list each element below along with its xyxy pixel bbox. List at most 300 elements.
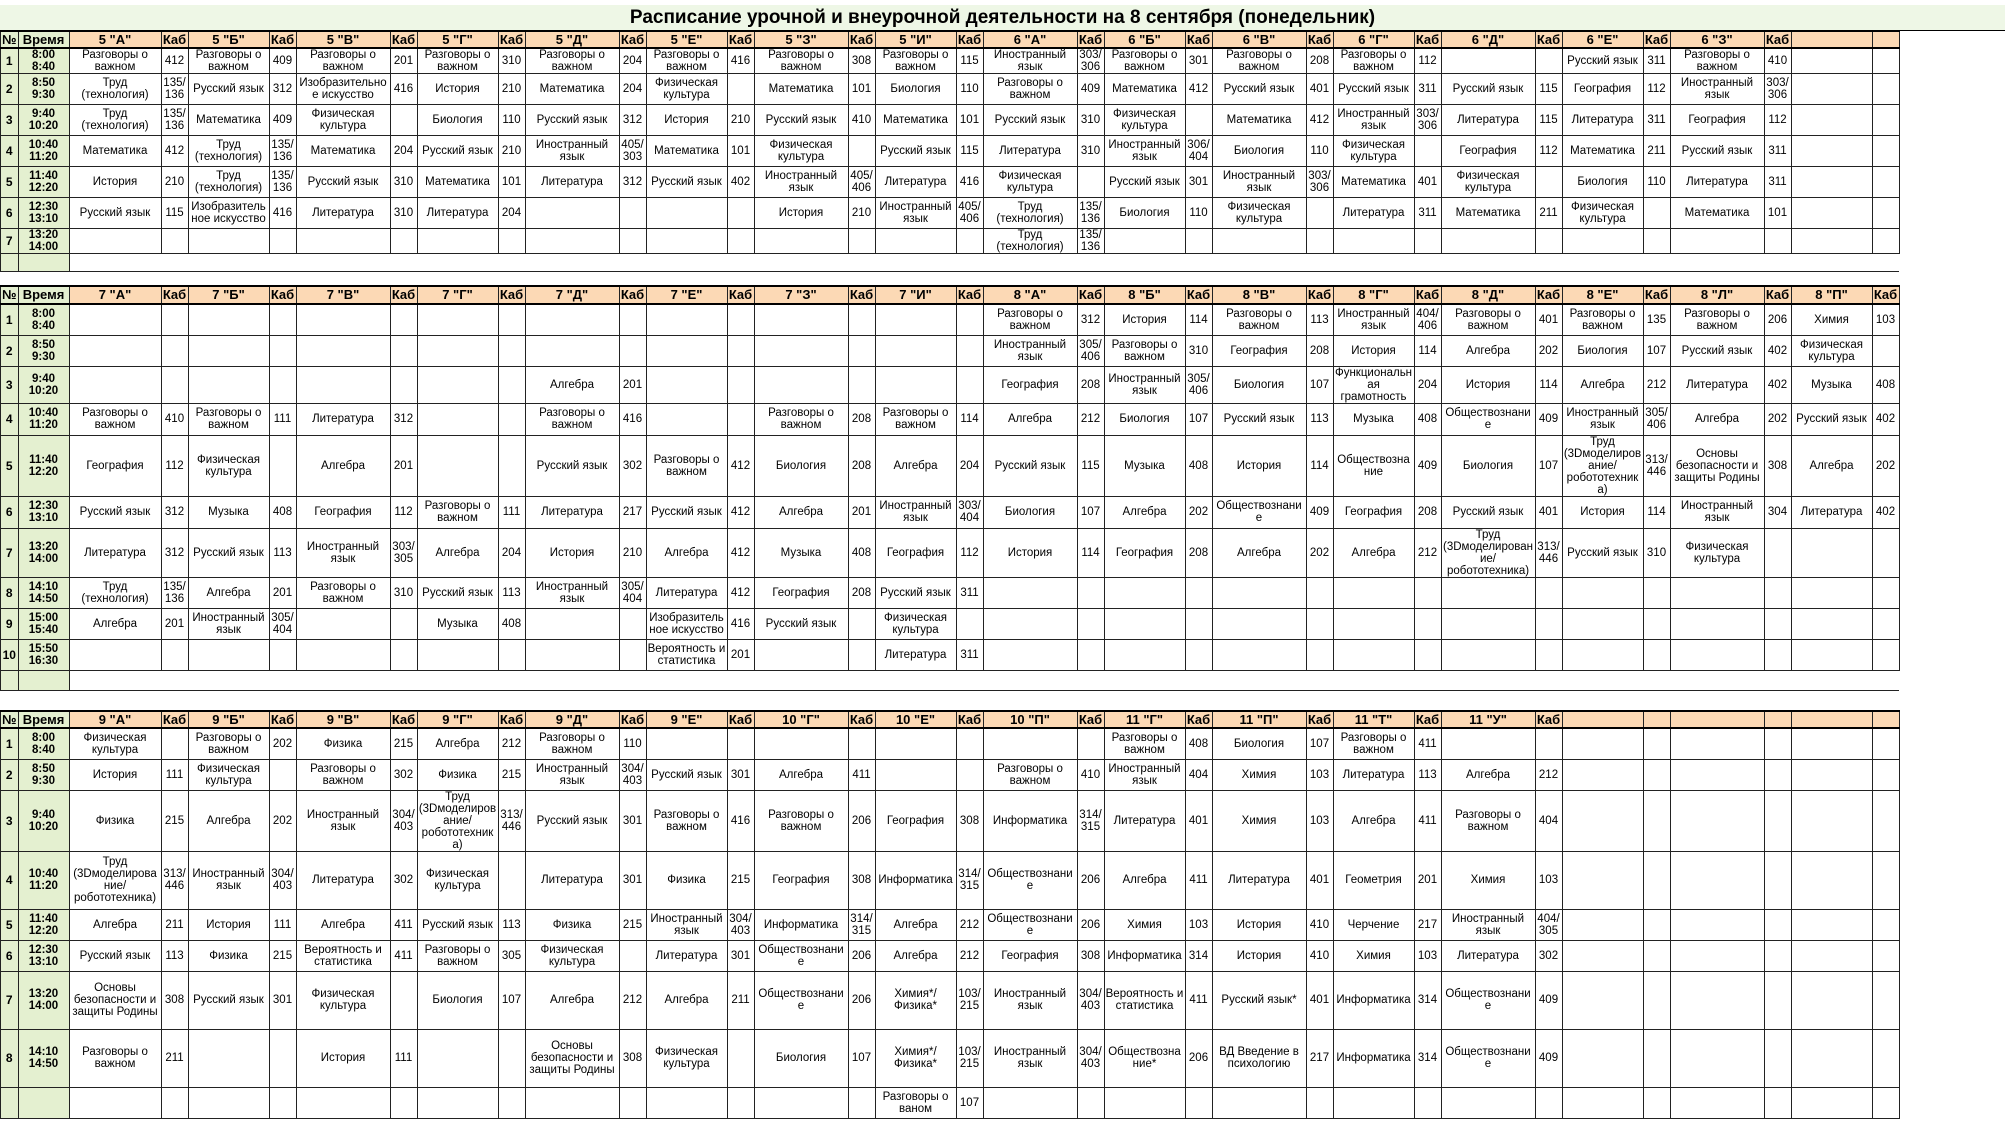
room-cell: 308 <box>848 48 875 74</box>
room-cell <box>1077 577 1104 608</box>
room-cell <box>1535 167 1562 198</box>
room-cell <box>161 304 188 335</box>
room-cell <box>1872 971 1899 1029</box>
room-cell: 212 <box>619 971 646 1029</box>
room-cell: 115 <box>161 198 188 229</box>
lesson-number: 2 <box>1 335 19 366</box>
subject-cell: Информатика <box>875 851 956 909</box>
spacer-cell <box>18 254 69 272</box>
subject-cell: Физическая культура <box>525 940 619 971</box>
subject-cell: Обществознание <box>1333 435 1414 496</box>
lesson-time: 12:30 13:10 <box>18 198 69 229</box>
room-cell: 103 <box>1306 790 1333 851</box>
cab-header: Каб <box>1536 31 1561 47</box>
lesson-number: 3 <box>1 790 19 851</box>
subject-cell: Разговоры о важном <box>1333 728 1414 759</box>
room-cell: 210 <box>727 105 754 136</box>
subject-cell: Химия <box>1212 790 1306 851</box>
room-cell: 135/ 136 <box>1077 198 1104 229</box>
room-cell <box>498 639 525 670</box>
subject-cell: Биология <box>1562 335 1643 366</box>
room-cell: 306/ 404 <box>1185 136 1212 167</box>
subject-cell <box>1212 639 1306 670</box>
subject-cell: Разговоры о важном <box>296 577 390 608</box>
room-cell <box>498 1029 525 1087</box>
room-cell: 314/ 315 <box>1077 790 1104 851</box>
subject-cell <box>875 759 956 790</box>
class-header: 11 "Г" <box>1104 711 1185 728</box>
subject-cell <box>188 1087 269 1118</box>
subject-cell <box>1670 790 1764 851</box>
cab-header: Каб <box>1078 711 1103 727</box>
room-cell: 201 <box>390 435 417 496</box>
subject-cell: Математика <box>417 167 498 198</box>
subject-cell: Алгебра <box>1441 759 1535 790</box>
cab-header: Каб <box>270 31 295 47</box>
room-cell: 201 <box>619 366 646 403</box>
subject-cell: Математика <box>1333 167 1414 198</box>
lesson-row <box>1 167 1900 198</box>
subject-cell: Разговоры о важном <box>1670 48 1764 74</box>
room-cell <box>1872 577 1899 608</box>
schedule-block-1 <box>0 30 1900 272</box>
subject-cell <box>69 335 161 366</box>
subject-cell: Алгебра <box>296 909 390 940</box>
page-title: Расписание урочной и внеурочной деятельности на 8 сентября (понедельник) <box>0 5 2005 31</box>
subject-cell: Русский язык <box>646 496 727 528</box>
class-header: 9 "Г" <box>417 711 498 728</box>
lesson-number: 8 <box>1 1029 19 1087</box>
room-cell <box>1872 851 1899 909</box>
subject-cell: Биология <box>417 971 498 1029</box>
header-num: № <box>2 287 17 302</box>
room-cell <box>1872 74 1899 105</box>
room-cell: 410 <box>1077 759 1104 790</box>
room-cell: 313/ 446 <box>161 851 188 909</box>
room-cell: 310 <box>390 198 417 229</box>
room-cell: 112 <box>390 496 417 528</box>
room-cell: 217 <box>1306 1029 1333 1087</box>
room-cell: 411 <box>1185 851 1212 909</box>
room-cell: 302 <box>390 851 417 909</box>
subject-cell: Иностранный язык <box>875 198 956 229</box>
room-cell <box>269 366 296 403</box>
room-cell <box>1764 759 1791 790</box>
room-cell <box>498 1087 525 1118</box>
lesson-row <box>1 366 1900 403</box>
room-cell: 215 <box>269 940 296 971</box>
subject-cell: Разговоры о важном <box>646 48 727 74</box>
room-cell: 301 <box>1185 48 1212 74</box>
room-cell: 401 <box>1414 167 1441 198</box>
subject-cell <box>1791 608 1872 639</box>
lesson-time: 8:50 9:30 <box>18 335 69 366</box>
subject-cell: История <box>417 74 498 105</box>
subject-cell: Разговоры о важном <box>525 403 619 435</box>
subject-cell: Разговоры о важном <box>646 790 727 851</box>
class-header: 9 "А" <box>69 711 161 728</box>
class-header: 7 "И" <box>875 286 956 304</box>
cab-header: Каб <box>162 287 187 302</box>
room-cell <box>1872 608 1899 639</box>
subject-cell: Разговоры о важном <box>983 759 1077 790</box>
room-cell <box>1535 1087 1562 1118</box>
subject-cell: Основы безопасности и защиты Родины <box>525 1029 619 1087</box>
class-header: 6 "З" <box>1670 31 1764 48</box>
room-cell: 103 <box>1872 304 1899 335</box>
room-cell <box>619 304 646 335</box>
room-cell <box>1764 608 1791 639</box>
subject-cell <box>646 403 727 435</box>
subject-cell <box>1670 1029 1764 1087</box>
subject-cell: Труд (3Dмоделирование/робототехника) <box>1441 528 1535 577</box>
class-header <box>1791 711 1872 728</box>
cab-header: Каб <box>1078 31 1103 47</box>
cab-header: Каб <box>957 31 982 47</box>
subject-cell <box>646 198 727 229</box>
class-header: 5 "Е" <box>646 31 727 48</box>
room-cell: 303/ 404 <box>956 496 983 528</box>
cab-header: Каб <box>162 711 187 727</box>
room-cell <box>1643 759 1670 790</box>
room-cell <box>619 335 646 366</box>
subject-cell: Русский язык <box>417 136 498 167</box>
room-cell <box>727 74 754 105</box>
cab-header: Каб <box>849 31 874 47</box>
room-cell: 416 <box>390 74 417 105</box>
room-cell: 304/ 403 <box>390 790 417 851</box>
subject-cell: Физическая культура <box>983 167 1077 198</box>
header-time: Время <box>18 286 69 304</box>
room-cell: 412 <box>1185 74 1212 105</box>
lesson-number: 4 <box>1 136 19 167</box>
room-cell <box>390 105 417 136</box>
subject-cell: Русский язык <box>188 528 269 577</box>
room-cell: 416 <box>727 790 754 851</box>
room-cell: 410 <box>1764 48 1791 74</box>
cab-header: Каб <box>957 711 982 727</box>
room-cell: 412 <box>727 435 754 496</box>
room-cell <box>1643 728 1670 759</box>
room-cell: 217 <box>1414 909 1441 940</box>
subject-cell <box>188 229 269 254</box>
room-cell: 305 <box>498 940 525 971</box>
cab-header: Каб <box>728 711 753 727</box>
subject-cell <box>417 304 498 335</box>
class-header: 8 "Г" <box>1333 286 1414 304</box>
room-cell: 114 <box>1414 335 1441 366</box>
room-cell: 311 <box>1764 136 1791 167</box>
lesson-time <box>18 1087 69 1118</box>
subject-cell: Иностранный язык <box>754 167 848 198</box>
room-cell: 113 <box>1414 759 1441 790</box>
subject-cell <box>69 304 161 335</box>
lesson-row <box>1 198 1900 229</box>
room-cell: 401 <box>1535 304 1562 335</box>
subject-cell: Биология <box>1104 403 1185 435</box>
lesson-time: 13:20 14:00 <box>18 528 69 577</box>
room-cell: 405/ 406 <box>848 167 875 198</box>
subject-cell: Алгебра <box>1670 403 1764 435</box>
subject-cell <box>875 335 956 366</box>
subject-cell: Музыка <box>188 496 269 528</box>
subject-cell <box>1791 105 1872 136</box>
lesson-row <box>1 909 1900 940</box>
room-cell <box>1535 48 1562 74</box>
cab-header: Каб <box>499 31 524 47</box>
subject-cell: Русский язык <box>1212 74 1306 105</box>
room-cell: 314 <box>1414 971 1441 1029</box>
subject-cell: Физическая культура <box>1791 335 1872 366</box>
subject-cell: Физическая культура <box>296 971 390 1029</box>
room-cell: 114 <box>1077 528 1104 577</box>
subject-cell <box>1670 940 1764 971</box>
room-cell: 404 <box>1535 790 1562 851</box>
cab-header: Каб <box>1186 31 1211 47</box>
subject-cell <box>296 229 390 254</box>
class-header: 10 "Е" <box>875 711 956 728</box>
room-cell <box>619 198 646 229</box>
room-cell: 304 <box>1764 496 1791 528</box>
room-cell <box>269 435 296 496</box>
subject-cell: Разговоры о важном <box>1212 48 1306 74</box>
room-cell <box>1077 608 1104 639</box>
subject-cell: Разговоры о важном <box>754 403 848 435</box>
room-cell <box>727 728 754 759</box>
room-cell <box>1077 1087 1104 1118</box>
room-cell: 113 <box>1306 403 1333 435</box>
room-cell <box>1764 1029 1791 1087</box>
subject-cell <box>754 304 848 335</box>
subject-cell <box>1670 608 1764 639</box>
room-cell: 412 <box>1306 105 1333 136</box>
room-cell <box>1872 639 1899 670</box>
room-cell <box>1414 1087 1441 1118</box>
lesson-number: 7 <box>1 528 19 577</box>
subject-cell <box>754 639 848 670</box>
subject-cell <box>69 1087 161 1118</box>
room-cell: 312 <box>269 74 296 105</box>
room-cell: 135/ 136 <box>161 74 188 105</box>
cab-header: Каб <box>1415 287 1440 302</box>
room-cell <box>1306 229 1333 254</box>
spacer-cell <box>18 670 69 690</box>
schedule-block-2 <box>0 285 1900 691</box>
subject-cell: История <box>1333 335 1414 366</box>
subject-cell: География <box>1670 105 1764 136</box>
room-cell: 204 <box>498 198 525 229</box>
room-cell: 412 <box>161 48 188 74</box>
subject-cell: Труд (технология) <box>69 577 161 608</box>
spacer-cell <box>1 670 19 690</box>
room-cell <box>727 229 754 254</box>
room-cell <box>161 229 188 254</box>
subject-cell <box>875 304 956 335</box>
room-cell: 212 <box>1077 403 1104 435</box>
room-cell: 107 <box>848 1029 875 1087</box>
class-header: 7 "Е" <box>646 286 727 304</box>
subject-cell <box>417 335 498 366</box>
room-cell: 303/ 305 <box>390 528 417 577</box>
subject-cell: Музыка <box>1104 435 1185 496</box>
subject-cell <box>296 335 390 366</box>
subject-cell: Алгебра <box>296 435 390 496</box>
subject-cell: Физическая культура <box>1441 167 1535 198</box>
subject-cell: Литература <box>1791 496 1872 528</box>
subject-cell: Физическая культура <box>1562 198 1643 229</box>
subject-cell <box>1791 940 1872 971</box>
room-cell: 311 <box>1643 48 1670 74</box>
subject-cell: Русский язык <box>1562 528 1643 577</box>
subject-cell: Физика <box>188 940 269 971</box>
room-cell: 301 <box>619 851 646 909</box>
subject-cell <box>188 304 269 335</box>
room-cell <box>1872 940 1899 971</box>
cab-header: Каб <box>1186 711 1211 727</box>
subject-cell <box>1562 759 1643 790</box>
subject-cell: Иностранный язык <box>1333 304 1414 335</box>
subject-cell: Математика <box>875 105 956 136</box>
class-header: 8 "Д" <box>1441 286 1535 304</box>
room-cell: 204 <box>498 528 525 577</box>
room-cell <box>1535 639 1562 670</box>
subject-cell: Разговоры о важном <box>1441 790 1535 851</box>
subject-cell: Основы безопасности и защиты Родины <box>69 971 161 1029</box>
room-cell: 103/ 215 <box>956 1029 983 1087</box>
subject-cell <box>1670 229 1764 254</box>
cab-header: Каб <box>620 31 645 47</box>
lesson-row <box>1 759 1900 790</box>
room-cell: 114 <box>1535 366 1562 403</box>
room-cell: 305/ 406 <box>1077 335 1104 366</box>
subject-cell: Алгебра <box>525 366 619 403</box>
room-cell: 135/ 136 <box>161 105 188 136</box>
spacer-row <box>1 254 1900 272</box>
subject-cell: Литература <box>1670 167 1764 198</box>
subject-cell: Биология <box>875 74 956 105</box>
room-cell <box>1872 790 1899 851</box>
room-cell <box>956 608 983 639</box>
subject-cell: Математика <box>646 136 727 167</box>
subject-cell: Литература <box>1212 851 1306 909</box>
subject-cell: Литература <box>1333 198 1414 229</box>
lesson-number: 2 <box>1 74 19 105</box>
subject-cell: Информатика <box>983 790 1077 851</box>
room-cell: 202 <box>1306 528 1333 577</box>
cab-header: Каб <box>270 287 295 302</box>
subject-cell <box>525 198 619 229</box>
subject-cell <box>1791 790 1872 851</box>
subject-cell <box>1791 909 1872 940</box>
subject-cell <box>1670 759 1764 790</box>
lesson-number: 2 <box>1 759 19 790</box>
subject-cell: Литература <box>525 851 619 909</box>
room-cell: 114 <box>1306 435 1333 496</box>
room-cell: 208 <box>1185 528 1212 577</box>
room-cell <box>1306 639 1333 670</box>
room-cell <box>390 229 417 254</box>
class-header: 7 "Г" <box>417 286 498 304</box>
lesson-number: 4 <box>1 403 19 435</box>
subject-cell: Физическая культура <box>1104 105 1185 136</box>
class-header: 5 "З" <box>754 31 848 48</box>
room-cell: 312 <box>390 403 417 435</box>
subject-cell: Разговоры о важном <box>69 1029 161 1087</box>
subject-cell: География <box>1562 74 1643 105</box>
subject-cell: Разговоры о важном <box>188 48 269 74</box>
lesson-time: 9:40 10:20 <box>18 105 69 136</box>
room-cell <box>390 366 417 403</box>
subject-cell: Литература <box>417 198 498 229</box>
subject-cell <box>417 1029 498 1087</box>
subject-cell: Литература <box>1104 790 1185 851</box>
subject-cell: Иностранный язык <box>1212 167 1306 198</box>
room-cell: 206 <box>1077 851 1104 909</box>
lesson-time: 10:40 11:20 <box>18 851 69 909</box>
subject-cell: География <box>875 790 956 851</box>
room-cell <box>1764 971 1791 1029</box>
subject-cell <box>1791 48 1872 74</box>
room-cell <box>1764 909 1791 940</box>
room-cell: 408 <box>498 608 525 639</box>
lesson-time: 8:00 8:40 <box>18 304 69 335</box>
subject-cell: Иностранный язык <box>1104 136 1185 167</box>
class-header: 6 "В" <box>1212 31 1306 48</box>
room-cell: 404 <box>1185 759 1212 790</box>
subject-cell: Информатика <box>754 909 848 940</box>
subject-cell <box>1562 639 1643 670</box>
subject-cell: География <box>1212 335 1306 366</box>
subject-cell <box>188 639 269 670</box>
subject-cell: Разговоры о важном <box>1104 48 1185 74</box>
room-cell: 204 <box>390 136 417 167</box>
subject-cell: Разговоры о важном <box>754 790 848 851</box>
subject-cell <box>646 1087 727 1118</box>
subject-cell: История <box>296 1029 390 1087</box>
subject-cell <box>1441 229 1535 254</box>
subject-cell <box>1212 608 1306 639</box>
class-header <box>1670 711 1764 728</box>
room-cell <box>1414 136 1441 167</box>
room-cell: 107 <box>1185 403 1212 435</box>
subject-cell <box>1791 971 1872 1029</box>
subject-cell: Математика <box>1562 136 1643 167</box>
room-cell: 112 <box>1643 74 1670 105</box>
room-cell <box>1643 851 1670 909</box>
room-cell: 402 <box>1764 335 1791 366</box>
room-cell: 401 <box>1306 851 1333 909</box>
subject-cell: Иностранный язык <box>188 608 269 639</box>
subject-cell <box>188 335 269 366</box>
subject-cell <box>1333 639 1414 670</box>
lesson-number: 7 <box>1 971 19 1029</box>
room-cell <box>1872 1087 1899 1118</box>
room-cell: 201 <box>848 496 875 528</box>
lesson-number: 6 <box>1 198 19 229</box>
room-cell: 206 <box>848 971 875 1029</box>
room-cell <box>848 639 875 670</box>
subject-cell: Русский язык <box>1441 74 1535 105</box>
room-cell <box>1306 1087 1333 1118</box>
lesson-time: 11:40 12:20 <box>18 909 69 940</box>
room-cell <box>1535 577 1562 608</box>
lesson-row <box>1 335 1900 366</box>
room-cell: 107 <box>1643 335 1670 366</box>
room-cell: 304/ 403 <box>1077 1029 1104 1087</box>
room-cell <box>269 229 296 254</box>
lesson-number <box>1 1087 19 1118</box>
cab-header: Каб <box>162 31 187 47</box>
